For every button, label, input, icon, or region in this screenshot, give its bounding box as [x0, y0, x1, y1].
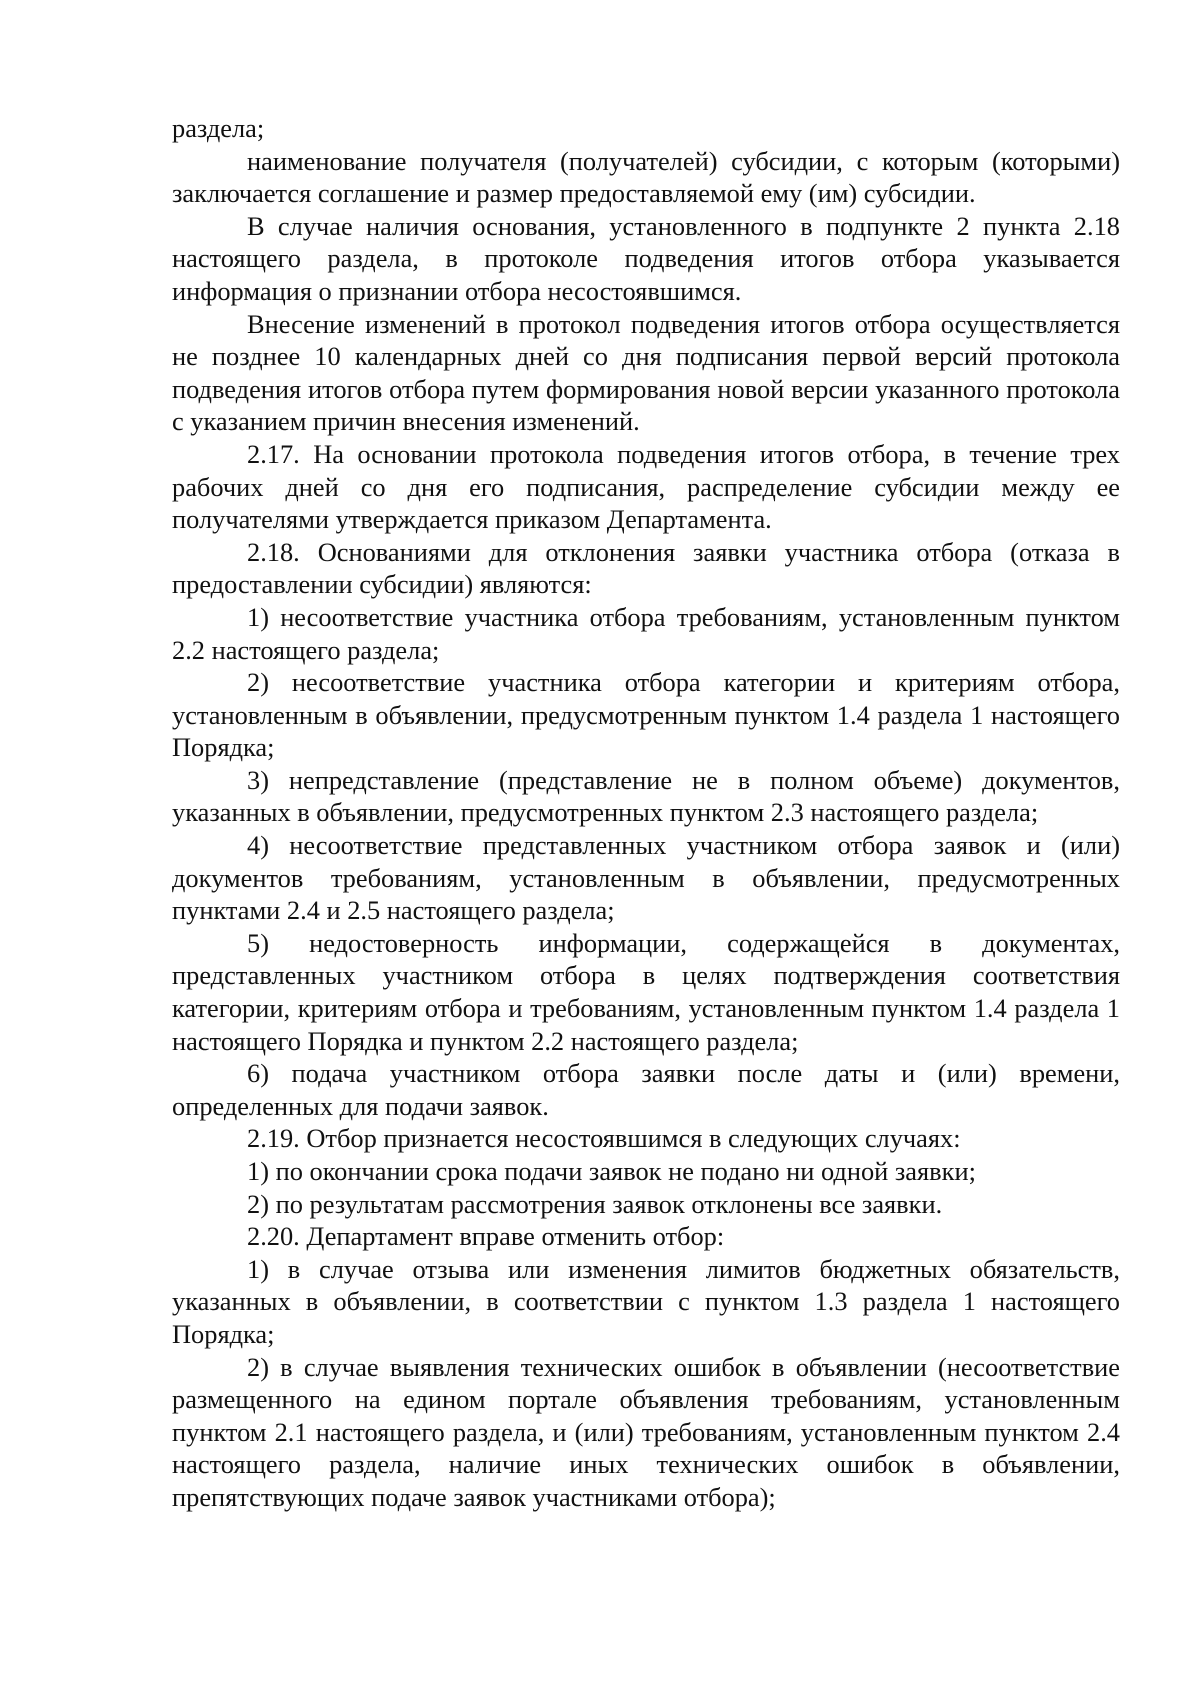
paragraph-8: 3) непредставление (представление не в полном объеме) документов, указанных в объявлении, предусмотренных пунктом 2.3 настоящего раздела; — [172, 764, 1120, 828]
paragraph-11: 6) подача участником отбора заявки после даты и (или) времени, определенных для подачи заявок. — [172, 1058, 1120, 1121]
paragraph-4: 2.17. На основании протокола подведения итогов отбора, в течение трех рабочих дней со дня его подписания, распределение субсидии между ее получателями утверждается приказом Департамента. — [172, 438, 1120, 535]
paragraph-16: 1) в случае отзыва или изменения лимитов бюджетных обязательств, указанных в объявлении, в соответствии с пунктом 1.3 раздела 1 настоящего Порядка; — [172, 1253, 1120, 1349]
paragraph-15: 2.20. Департамент вправе отменить отбор: — [247, 1221, 725, 1252]
paragraph-10: 5) недостоверность информации, содержащейся в документах, представленных участником отбора в целях подтверждения соответствия категории, критериям отбора и требованиям, установленным пунктом 1.4 раздела 1 настоящего Порядка и пунктом 2.2 настоящего раздела; — [172, 927, 1120, 1056]
paragraph-17: 2) в случае выявления технических ошибок в объявлении (несоответствие размещенного на едином портале объявления требованиям, установленным пунктом 2.1 настоящего раздела, и (или) требованиям, установленным пунктом 2.4 настоящего раздела, наличие иных технических ошибок в объявлении, препятствующих подаче заявок участниками отбора); — [172, 1351, 1120, 1512]
paragraph-1: наименование получателя (получателей) субсидии, с которым (которыми) заключается соглашение и размер предоставляемой ему (им) субсидии. — [172, 145, 1120, 209]
paragraph-5: 2.18. Основаниями для отклонения заявки участника отбора (отказа в предоставлении субсидии) являются: — [172, 536, 1120, 600]
paragraph-7: 2) несоответствие участника отбора категории и критериям отбора, установленным в объявлении, предусмотренным пунктом 1.4 раздела 1 настоящего Порядка; — [172, 667, 1120, 763]
paragraph-12: 2.19. Отбор признается несостоявшимся в следующих случаях: — [247, 1123, 961, 1154]
paragraph-0: раздела; — [172, 113, 265, 143]
paragraph-3: Внесение изменений в протокол подведения итогов отбора осуществляется не позднее 10 календарных дней со дня подписания первой версий протокола подведения итогов отбора путем формирования новой версии указанного протокола с указанием причин внесения изменений. — [172, 308, 1120, 437]
paragraph-14: 2) по результатам рассмотрения заявок отклонены все заявки. — [247, 1188, 943, 1219]
paragraph-9: 4) несоответствие представленных участником отбора заявок и (или) документов требованиям, установленным в объявлении, предусмотренных пунктами 2.4 и 2.5 настоящего раздела; — [172, 830, 1120, 926]
document-page — [172, 112, 1120, 1514]
paragraph-6: 1) несоответствие участника отбора требованиям, установленным пунктом 2.2 настоящего раздела; — [172, 601, 1120, 665]
paragraph-2: В случае наличия основания, установленного в подпункте 2 пункта 2.18 настоящего раздела, в протоколе подведения итогов отбора указывается информация о признании отбора несостоявшимся. — [172, 210, 1120, 306]
paragraph-13: 1) по окончании срока подачи заявок не подано ни одной заявки; — [247, 1156, 976, 1186]
